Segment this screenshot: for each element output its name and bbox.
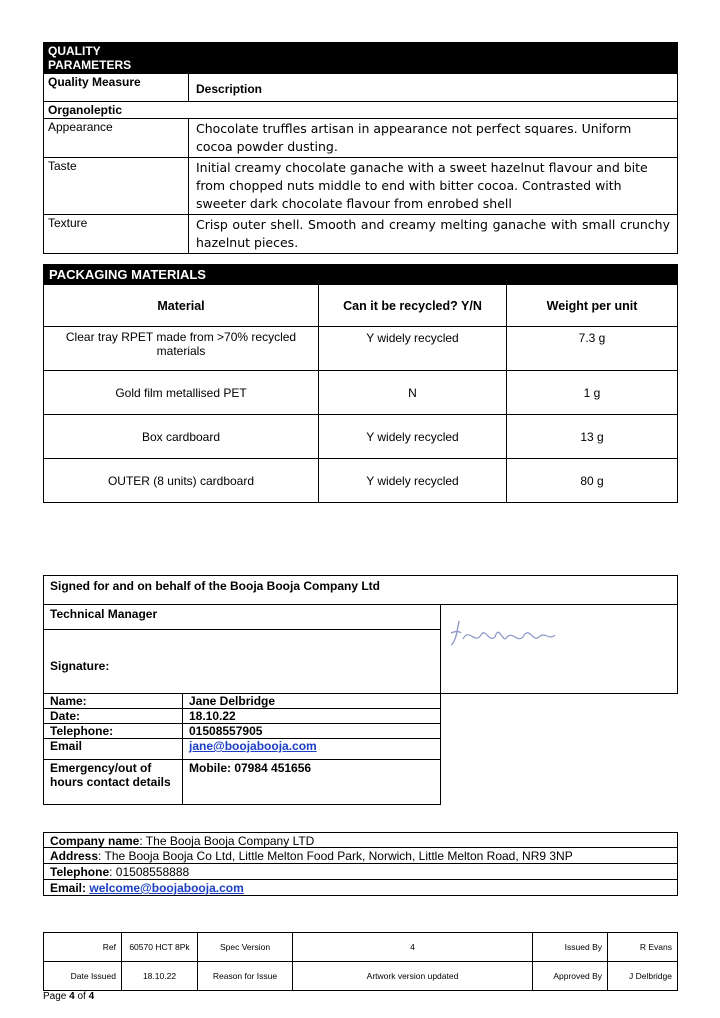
description-appearance: Chocolate truffles artisan in appearance not perfect squares. Uniform cocoa powder dusting. [189, 119, 678, 158]
address-label: Address [50, 849, 99, 863]
signature-image [441, 605, 678, 694]
recycled-cell: Y widely recycled [319, 459, 507, 503]
weight-cell: 1 g [507, 371, 678, 415]
company-name-value: : The Booja Booja Company LTD [139, 834, 315, 848]
measure-taste: Taste [44, 158, 189, 215]
company-telephone-line [43, 864, 678, 880]
measure-appearance: Appearance [44, 119, 189, 158]
measure-texture: Texture [44, 215, 189, 254]
table-row [44, 371, 678, 415]
date-label: Date: [44, 709, 183, 724]
date-issued-value: 18.10.22 [122, 962, 198, 991]
material-cell: Gold film metallised PET [44, 371, 319, 415]
company-name-label: Company name [50, 834, 140, 848]
spec-version-value: 4 [293, 933, 533, 962]
signed-for-text: Signed for and on behalf of the Booja Booja Company Ltd [44, 576, 678, 605]
section-organoleptic: Organoleptic [44, 102, 189, 119]
table-row [44, 415, 678, 459]
ref-value: 60570 HCT 8Pk [122, 933, 198, 962]
col-quality-measure: Quality Measure [44, 74, 189, 102]
material-cell: OUTER (8 units) cardboard [44, 459, 319, 503]
email-label: Email [44, 739, 183, 760]
date-issued-label: Date Issued [44, 962, 122, 991]
reason-label: Reason for Issue [198, 962, 293, 991]
ref-label: Ref [44, 933, 122, 962]
address-value: : The Booja Booja Co Ltd, Little Melton Food Park, Norwich, Little Melton Road, NR9 3NP [98, 849, 573, 863]
col-material: Material [44, 285, 319, 327]
signature-table [43, 575, 678, 805]
company-telephone-value: : 01508558888 [109, 865, 190, 879]
spec-version-label: Spec Version [198, 933, 293, 962]
emergency-label: Emergency/out of hours contact details [44, 760, 183, 805]
quality-header-blank [189, 43, 678, 74]
company-name-line [43, 832, 678, 848]
signature-label: Signature: [44, 630, 441, 694]
telephone-label: Telephone: [44, 724, 183, 739]
company-details [43, 832, 678, 896]
company-email-line [43, 880, 678, 896]
material-cell: Box cardboard [44, 415, 319, 459]
table-row [44, 119, 678, 158]
table-row [44, 158, 678, 215]
weight-cell: 7.3 g [507, 327, 678, 371]
table-row [44, 327, 678, 371]
approved-by-label: Approved By [533, 962, 608, 991]
table-row [44, 459, 678, 503]
recycled-cell: Y widely recycled [319, 327, 507, 371]
page-number: Page 4 of 4 [43, 991, 95, 1002]
quality-header-title: QUALITY PARAMETERS [44, 43, 189, 74]
material-cell: Clear tray RPET made from >70% recycled materials [44, 327, 319, 371]
quality-parameters-table [43, 42, 678, 254]
weight-cell: 13 g [507, 415, 678, 459]
issued-by-value: R Evans [608, 933, 678, 962]
description-taste: Initial creamy chocolate ganache with a sweet hazelnut flavour and bite from chopped nuts middle to end with bitter cocoa. Contrasted with sweeter dark chocolate flavour from enrobed shell [189, 158, 678, 215]
col-weight: Weight per unit [507, 285, 678, 327]
recycled-cell: Y widely recycled [319, 415, 507, 459]
weight-cell: 80 g [507, 459, 678, 503]
table-row [44, 215, 678, 254]
emergency-value: Mobile: 07984 451656 [183, 760, 441, 805]
col-recycled: Can it be recycled? Y/N [319, 285, 507, 327]
company-email-link[interactable]: welcome@boojabooja.com [89, 881, 244, 895]
packaging-title: PACKAGING MATERIALS [44, 265, 678, 285]
handwritten-signature-icon [445, 613, 565, 653]
company-email-label: Email: [50, 881, 87, 895]
document-footer-table [43, 932, 678, 991]
approved-by-value: J Delbridge [608, 962, 678, 991]
reason-value: Artwork version updated [293, 962, 533, 991]
email-link[interactable]: jane@boojabooja.com [189, 739, 317, 753]
name-label: Name: [44, 694, 183, 709]
col-description: Description [189, 74, 678, 102]
date-value: 18.10.22 [183, 709, 441, 724]
telephone-value: 01508557905 [183, 724, 441, 739]
packaging-materials-table [43, 264, 678, 503]
address-line [43, 848, 678, 864]
company-telephone-label: Telephone [50, 865, 110, 879]
name-value: Jane Delbridge [183, 694, 441, 709]
issued-by-label: Issued By [533, 933, 608, 962]
technical-manager-label: Technical Manager [44, 605, 441, 630]
description-texture: Crisp outer shell. Smooth and creamy melting ganache with small crunchy hazelnut pieces. [189, 215, 678, 254]
recycled-cell: N [319, 371, 507, 415]
